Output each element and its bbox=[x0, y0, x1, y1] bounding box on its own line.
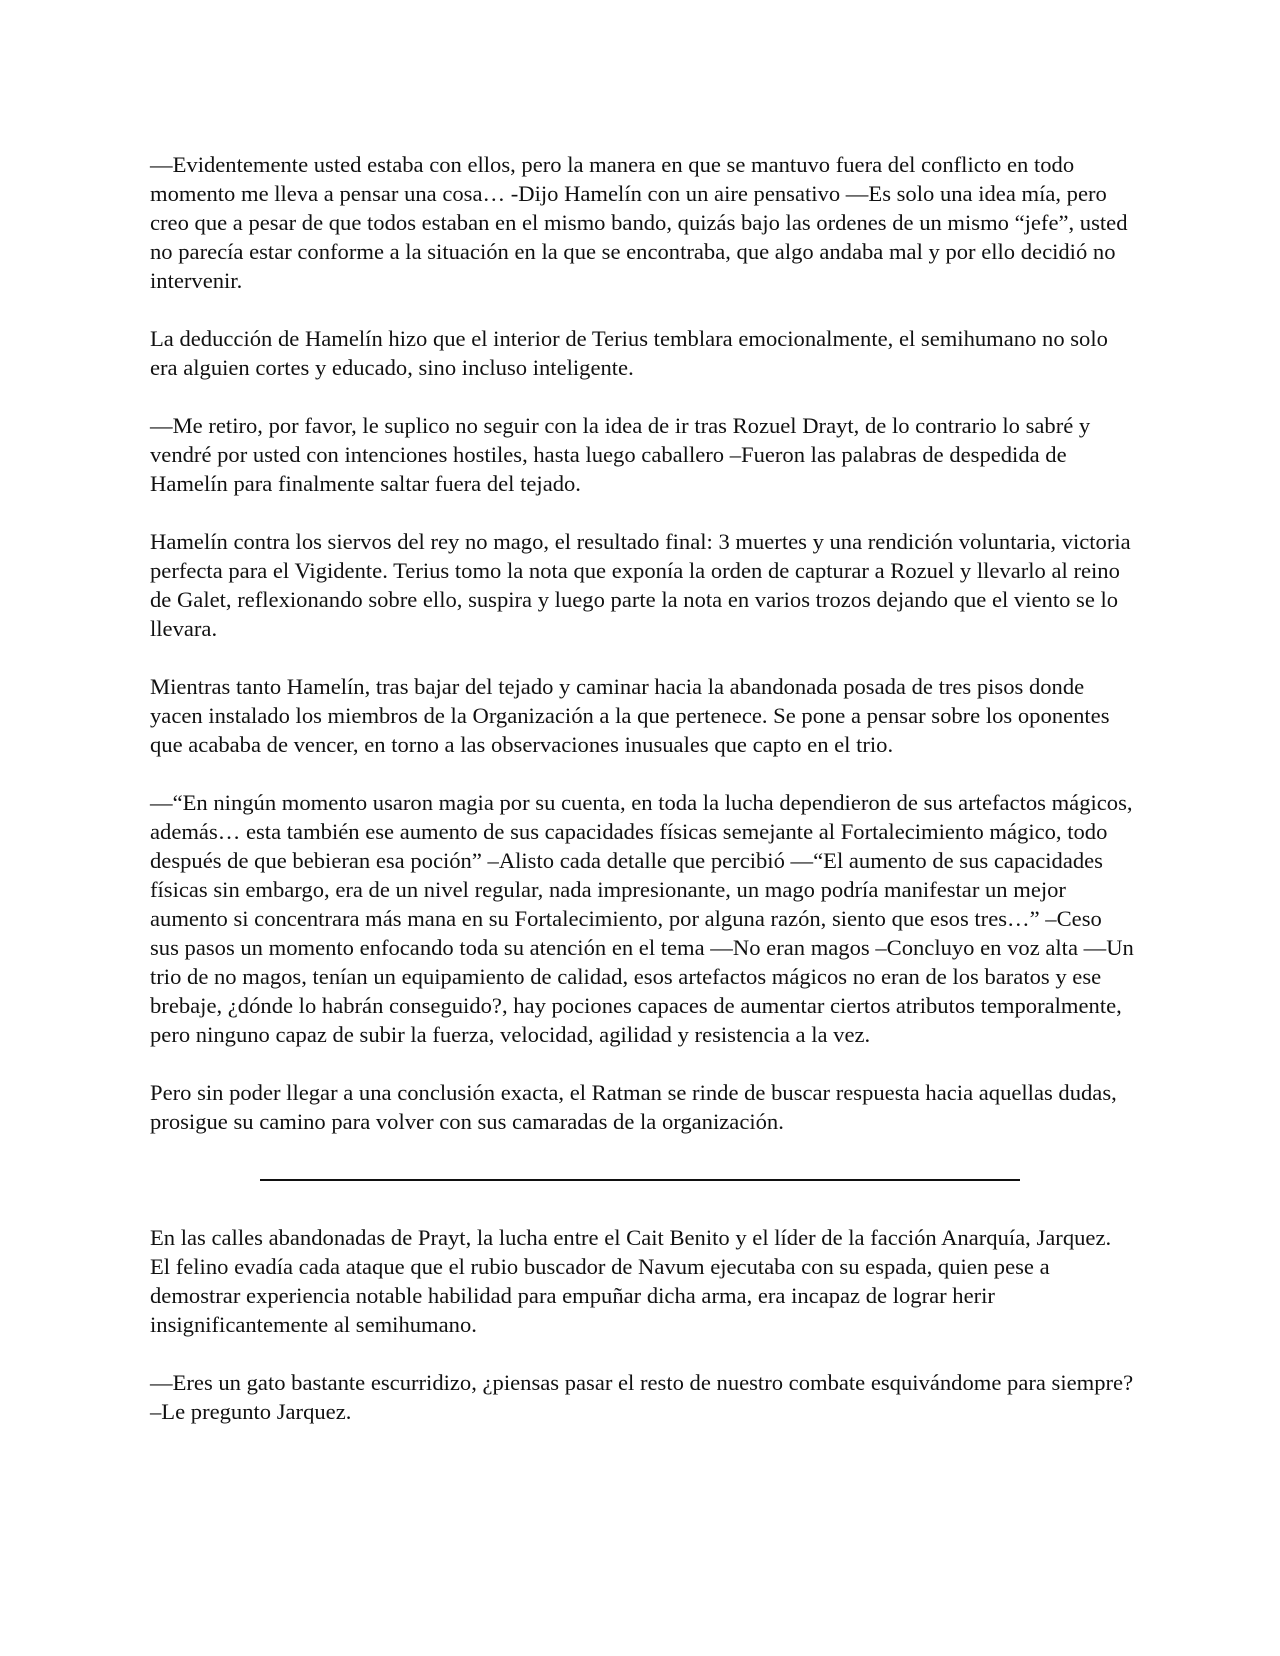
paragraph: En las calles abandonadas de Prayt, la lucha entre el Cait Benito y el líder de la facción Anarquía, Jarquez. El felino evadía cada ataque que el rubio buscador de Navum ejecutaba con su espada, quien pese a demostrar experiencia notable habilidad para empuñar dicha arma, era incapaz de lograr herir insignificantemente al semihumano. bbox=[150, 1225, 1112, 1337]
paragraph: —“En ningún momento usaron magia por su cuenta, en toda la lucha dependieron de sus artefactos mágicos, además… esta también ese aumento de sus capacidades físicas semejante al Fortalecimiento mágico, todo después de que bebieran esa poción” –Alisto cada detalle que percibió —“El aumento de sus capacidades físicas sin embargo, era de un nivel regular, nada impresionante, un mago podría manifestar un mejor aumento si concentrara más mana en su Fortalecimiento, por alguna razón, siento que esos tres…” –Ceso sus pasos un momento enfocando toda su atención en el tema —No eran magos –Concluyo en voz alta —Un trio de no magos, tenían un equipamiento de calidad, esos artefactos mágicos no eran de los baratos y ese brebaje, ¿dónde lo habrán conseguido?, hay pociones capaces de aumentar ciertos atributos temporalmente, pero ninguno capaz de subir la fuerza, velocidad, agilidad y resistencia a la vez. bbox=[150, 790, 1134, 1047]
document-body bbox=[150, 150, 1135, 1455]
separator-line bbox=[260, 1179, 1020, 1181]
paragraph: La deducción de Hamelín hizo que el interior de Terius temblara emocionalmente, el semihumano no solo era alguien cortes y educado, sino incluso inteligente. bbox=[150, 326, 1108, 380]
section-separator bbox=[150, 1165, 1135, 1194]
paragraph: —Evidentemente usted estaba con ellos, pero la manera en que se mantuvo fuera del conflicto en todo momento me lleva a pensar una cosa… -Dijo Hamelín con un aire pensativo —Es solo una idea mía, pero creo que a pesar de que todos estaban en el mismo bando, quizás bajo las ordenes de un mismo “jefe”, usted no parecía estar conforme a la situación en la que se encontraba, que algo andaba mal y por ello decidió no intervenir. bbox=[150, 152, 1128, 293]
paragraph: —Me retiro, por favor, le suplico no seguir con la idea de ir tras Rozuel Drayt, de lo contrario lo sabré y vendré por usted con intenciones hostiles, hasta luego caballero –Fueron las palabras de despedida de Hamelín para finalmente saltar fuera del tejado. bbox=[150, 413, 1091, 496]
paragraph: —Eres un gato bastante escurridizo, ¿piensas pasar el resto de nuestro combate esquivándome para siempre? –Le pregunto Jarquez. bbox=[150, 1370, 1134, 1424]
paragraph: Hamelín contra los siervos del rey no mago, el resultado final: 3 muertes y una rendición voluntaria, victoria perfecta para el Vigidente. Terius tomo la nota que exponía la orden de capturar a Rozuel y llevarlo al reino de Galet, reflexionando sobre ello, suspira y luego parte la nota en varios trozos dejando que el viento se lo llevara. bbox=[150, 529, 1131, 641]
paragraph: Pero sin poder llegar a una conclusión exacta, el Ratman se rinde de buscar respuesta hacia aquellas dudas, prosigue su camino para volver con sus camaradas de la organización. bbox=[150, 1080, 1117, 1134]
paragraph: Mientras tanto Hamelín, tras bajar del tejado y caminar hacia la abandonada posada de tres pisos donde yacen instalado los miembros de la Organización a la que pertenece. Se pone a pensar sobre los oponentes que acababa de vencer, en torno a las observaciones inusuales que capto en el trio. bbox=[150, 674, 1110, 757]
